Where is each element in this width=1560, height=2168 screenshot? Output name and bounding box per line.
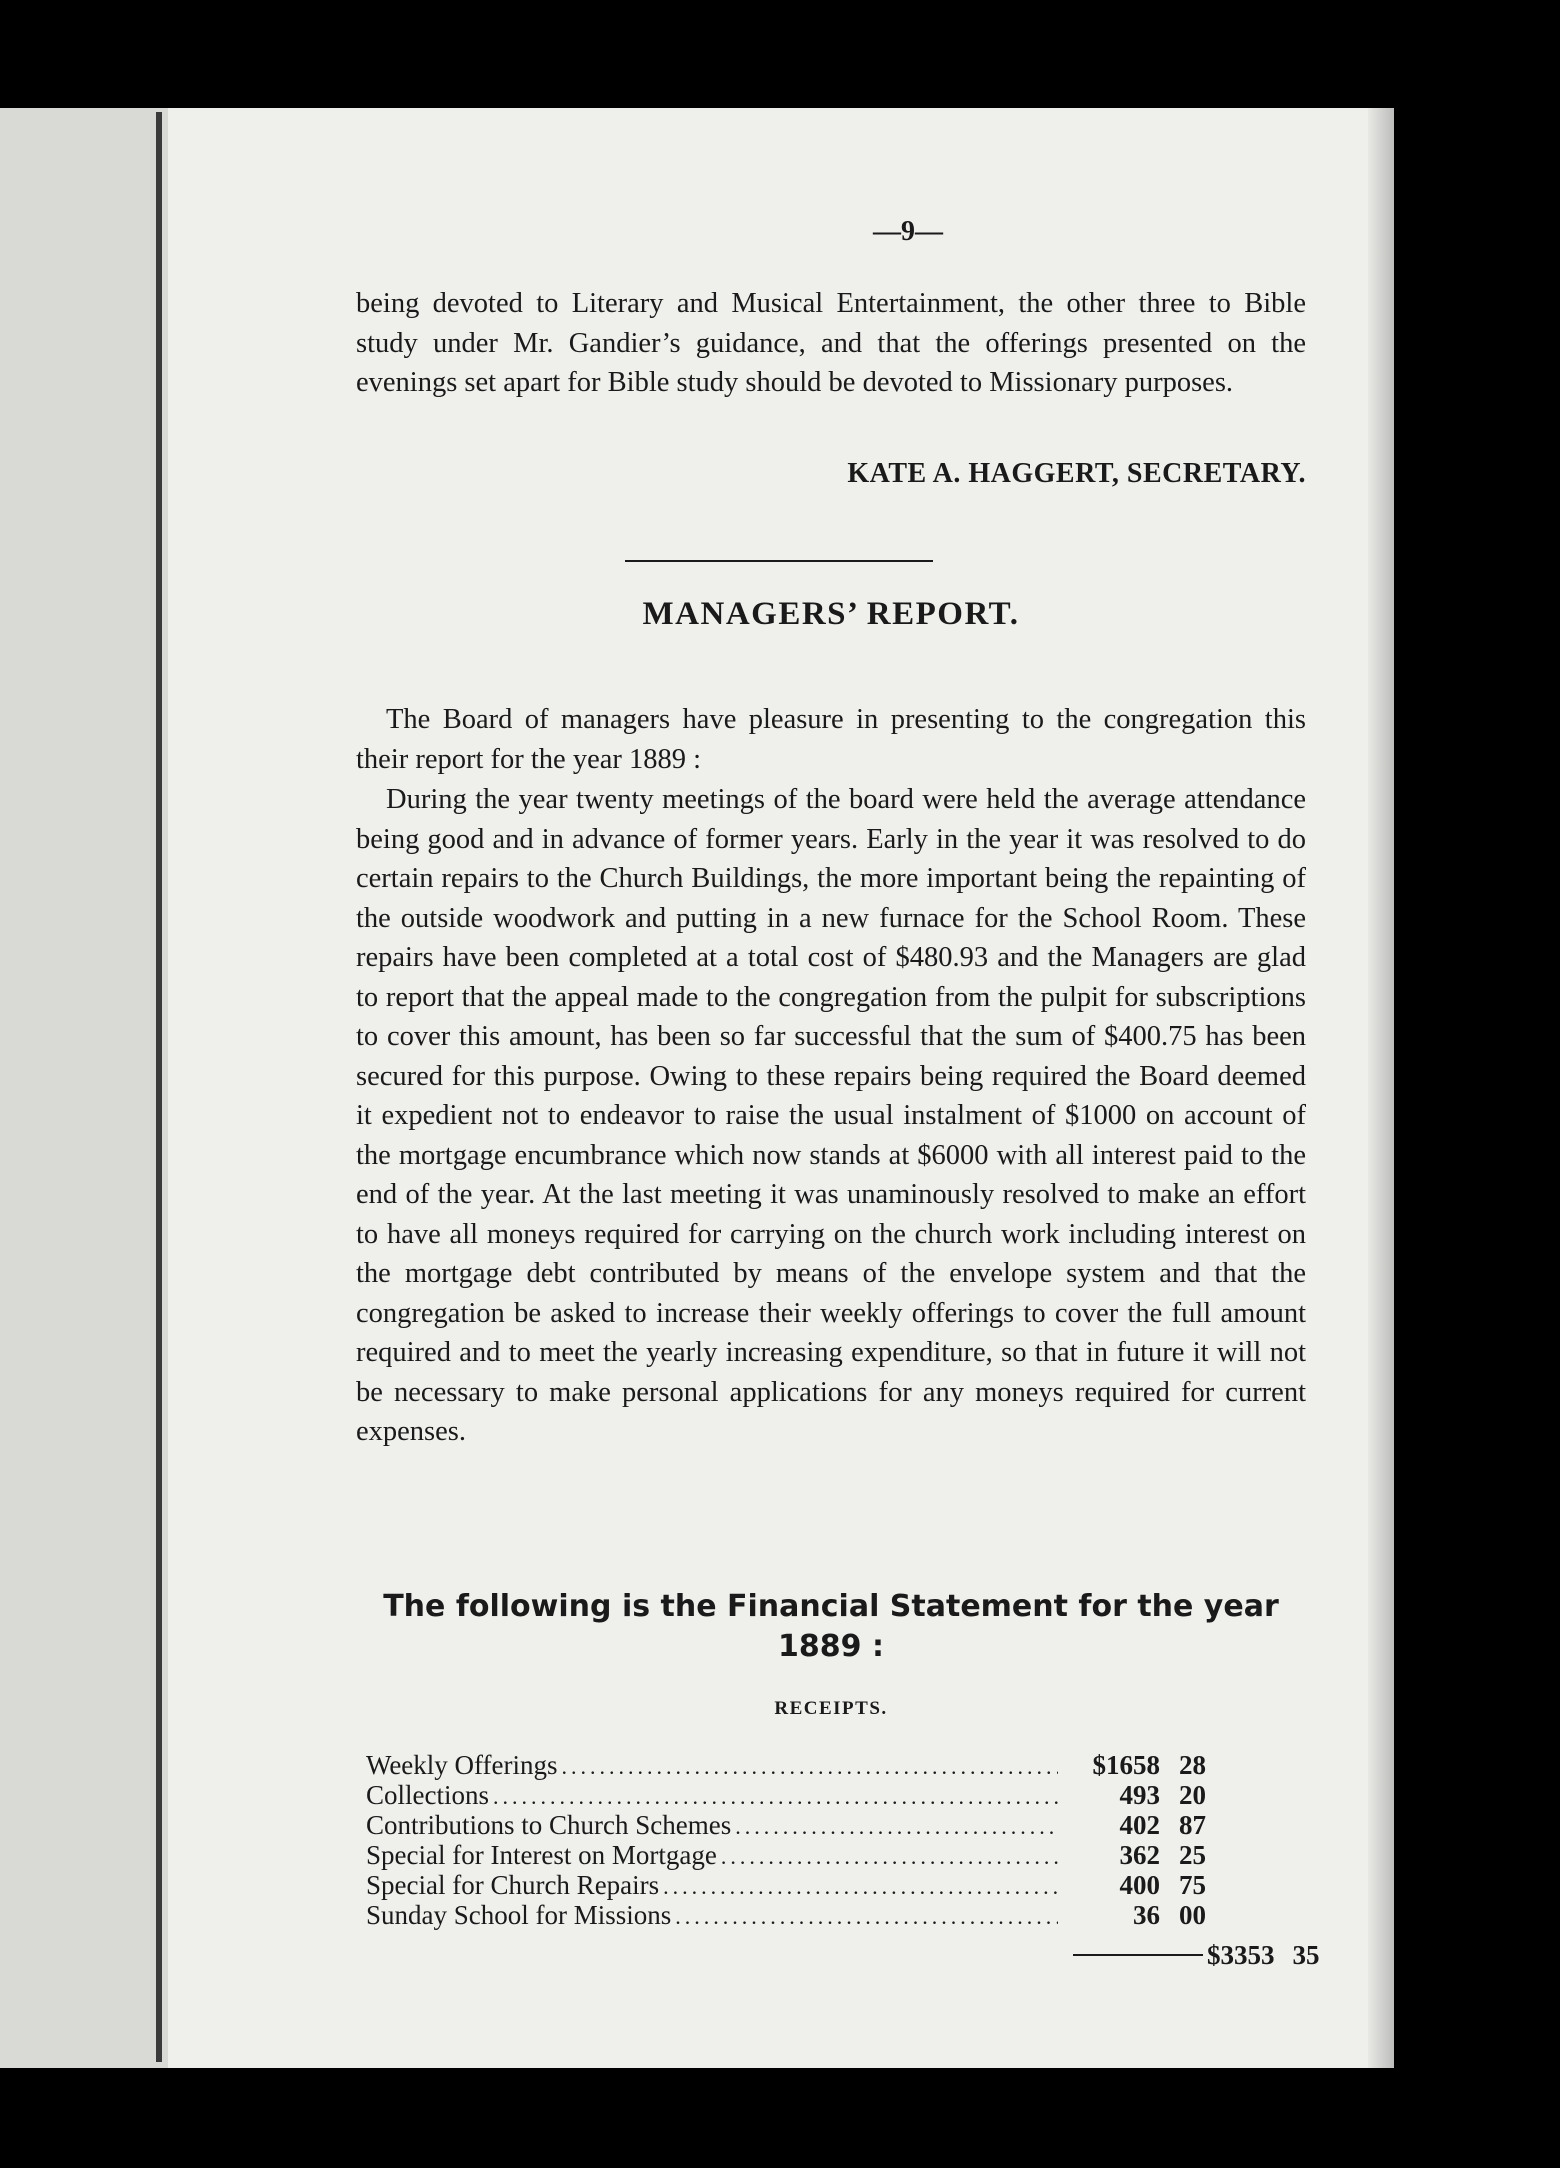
facing-page-edge (0, 108, 168, 2068)
receipt-row (366, 1870, 1206, 1900)
receipt-label: Special for Church Repairs (366, 1870, 660, 1900)
binding-gutter (156, 112, 162, 2062)
document-page (168, 108, 1394, 2068)
dot-leader (675, 1902, 1058, 1932)
receipts-total (1073, 1940, 1320, 1971)
receipt-label: Weekly Offerings (366, 1750, 558, 1780)
receipt-amount: 493 (1119, 1780, 1160, 1810)
dot-leader (663, 1872, 1058, 1902)
section-divider (625, 560, 933, 562)
receipt-row (366, 1900, 1206, 1930)
receipt-cents: 00 (1179, 1900, 1206, 1930)
receipt-amount: 402 (1119, 1810, 1160, 1840)
section-heading: MANAGERS’ REPORT. (642, 596, 1020, 632)
receipt-amount: 400 (1119, 1870, 1160, 1900)
opening-paragraph: being devoted to Literary and Musical Entertainment, the other three to Bible study under Mr. Gandier’s guidance, and that the offerings presented on the evenings set apart for Bible study should be devoted to Missionary purposes. (356, 288, 1306, 398)
dot-leader (721, 1842, 1058, 1872)
total-rule (1073, 1954, 1203, 1956)
dot-leader (493, 1782, 1058, 1812)
report-intro-paragraph: The Board of managers have pleasure in presenting to the congregation this their report for the year 1889 : (356, 704, 1306, 775)
dot-leader (562, 1752, 1058, 1782)
receipt-row (366, 1780, 1206, 1810)
total-amount: $3353 (1207, 1940, 1275, 1970)
dot-leader (735, 1812, 1058, 1842)
receipt-cents: 25 (1179, 1840, 1206, 1870)
receipt-label: Sunday School for Missions (366, 1900, 672, 1930)
receipt-row (366, 1750, 1206, 1780)
receipt-label: Contributions to Church Schemes (366, 1810, 732, 1840)
receipt-cents: 28 (1179, 1750, 1206, 1780)
receipts-table (366, 1750, 1206, 1930)
page-number: —9— (873, 216, 943, 247)
receipt-amount: 36 (1133, 1900, 1160, 1930)
total-cents: 35 (1292, 1940, 1320, 1970)
receipt-cents: 75 (1179, 1870, 1206, 1900)
receipt-label: Collections (366, 1780, 489, 1810)
receipt-cents: 20 (1179, 1780, 1206, 1810)
receipt-row (366, 1840, 1206, 1870)
receipt-row (366, 1810, 1206, 1840)
receipt-cents: 87 (1179, 1810, 1206, 1840)
receipt-label: Special for Interest on Mortgage (366, 1840, 717, 1870)
receipts-heading: RECEIPTS. (774, 1698, 888, 1719)
financial-statement-title: The following is the Financial Statement for the year 1889 : (383, 1589, 1279, 1664)
page-edge-shadow (1368, 108, 1394, 2068)
receipt-amount: $1658 (1092, 1750, 1160, 1780)
secretary-signature: KATE A. HAGGERT, SECRETARY. (847, 458, 1306, 489)
report-body-paragraph: During the year twenty meetings of the board were held the average attendance being good and in advance of former years. Early in the year it was resolved to do certain repairs to the Church Buildings, the more important being the repainting of the outside woodwork and putting in a new furnace for the School Room. These repairs have been completed at a total cost of $480.93 and the Managers are glad to report that the appeal made to the congregation from the pulpit for subscriptions to cover this amount, has been so far successful that the sum of $400.75 has been secured for this purpose. Owing to these repairs being required the Board deemed it expedient not to endeavor to raise the usual instalment of $1000 on account of the mortgage encumbrance which now stands at $6000 with all interest paid to the end of the year. At the last meeting it was unaminously resolved to make an effort to have all moneys required for carrying on the church work including interest on the mortgage debt contributed by means of the envelope system and that the congregation be asked to increase their weekly offerings to cover the full amount required and to meet the yearly increasing expenditure, so that in future it will not be necessary to make personal applications for any moneys required for current expenses. (356, 784, 1306, 1447)
receipt-amount: 362 (1119, 1840, 1160, 1870)
